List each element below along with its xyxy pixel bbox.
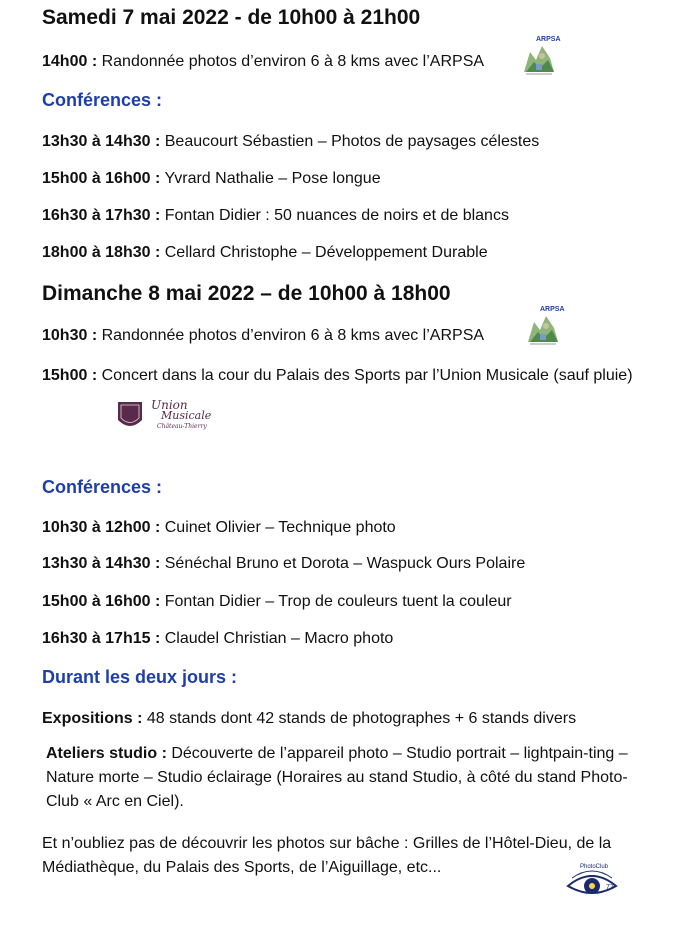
sunday-conference-item xyxy=(42,627,393,651)
conference-text: Claudel Christian – Macro photo xyxy=(160,630,394,647)
ateliers-text: Découverte de l’appareil photo – Studio portrait – lightpain-ting – Nature morte – Studio éclairage (Horaires au stand Studio, à côté du stand Photo-Club « Arc en Ciel). xyxy=(46,745,628,810)
expositions-line xyxy=(42,707,576,731)
conference-time: 10h30 à 12h00 : xyxy=(42,519,161,536)
arpsa-logo xyxy=(522,36,561,76)
conference-time: 15h00 à 16h00 : xyxy=(42,593,161,610)
sunday-walk-text: Randonnée photos d’environ 6 à 8 kms avec l’ARPSA xyxy=(97,327,485,344)
concert-text: Concert dans la cour du Palais des Sports par l’Union Musicale (sauf pluie) xyxy=(97,367,633,384)
arpsa-logo-text: ARPSA xyxy=(536,36,561,43)
conference-text: Sénéchal Bruno et Dorota – Waspuck Ours Polaire xyxy=(160,555,526,572)
saturday-conferences-heading: Conférences : xyxy=(42,90,163,110)
conference-time: 13h30 à 14h30 : xyxy=(42,133,161,150)
saturday-heading: Samedi 7 mai 2022 - de 10h00 à 21h00 xyxy=(42,6,421,29)
sunday-concert xyxy=(42,364,652,388)
union-musicale-logo xyxy=(117,398,217,434)
both-days-heading: Durant les deux jours : xyxy=(42,667,238,687)
conference-text: Cuinet Olivier – Technique photo xyxy=(160,519,396,536)
concert-time: 15h00 : xyxy=(42,367,98,384)
sunday-walk xyxy=(42,324,484,348)
expositions-text: 48 stands dont 42 stands de photographes + 6 stands divers xyxy=(142,710,577,727)
saturday-conference-item xyxy=(42,241,488,265)
union-logo-line1: Union xyxy=(151,398,188,412)
expositions-label: Expositions : xyxy=(42,710,143,727)
union-logo-line3: Château-Thierry xyxy=(157,423,207,430)
sunday-walk-time: 10h30 : xyxy=(42,327,98,344)
saturday-conference-item xyxy=(42,167,381,191)
ateliers-paragraph xyxy=(46,742,646,814)
sunday-conference-item xyxy=(42,552,525,576)
saturday-walk-time: 14h00 : xyxy=(42,53,98,70)
conference-text: Fontan Didier – Trop de couleurs tuent la couleur xyxy=(160,593,512,610)
conference-time: 18h00 à 18h30 : xyxy=(42,244,161,261)
saturday-walk-text: Randonnée photos d’environ 6 à 8 kms avec l’ARPSA xyxy=(97,53,485,70)
conference-text: Beaucourt Sébastien – Photos de paysages célestes xyxy=(160,133,540,150)
conference-time: 16h30 à 17h15 : xyxy=(42,630,161,647)
union-logo-line2: Musicale xyxy=(161,409,212,422)
conference-time: 13h30 à 14h30 : xyxy=(42,555,161,572)
arpsa-logo-text: ARPSA xyxy=(540,306,565,313)
conference-time: 15h00 à 16h00 : xyxy=(42,170,161,187)
ateliers-label: Ateliers studio : xyxy=(46,745,167,762)
conference-text: Fontan Didier : 50 nuances de noirs et de blancs xyxy=(160,207,509,224)
closing-paragraph: Et n’oubliez pas de découvrir les photos sur bâche : Grilles de l’Hôtel-Dieu, de la Médiathèque, du Palais des Sports, de l’Aiguillage, etc... xyxy=(42,835,612,876)
photo-club-logo-number: 77 xyxy=(606,884,614,891)
photo-club-logo xyxy=(562,864,622,900)
sunday-conferences-heading: Conférences : xyxy=(42,477,163,497)
sunday-conference-item xyxy=(42,516,396,540)
photo-club-logo-text: PhotoClub xyxy=(580,864,609,870)
saturday-conference-item xyxy=(42,130,539,154)
conference-text: Yvrard Nathalie – Pose longue xyxy=(160,170,381,187)
conference-text: Cellard Christophe – Développement Durable xyxy=(160,244,488,261)
sunday-heading: Dimanche 8 mai 2022 – de 10h00 à 18h00 xyxy=(42,282,451,305)
arpsa-logo xyxy=(526,306,565,346)
conference-time: 16h30 à 17h30 : xyxy=(42,207,161,224)
sunday-conference-item xyxy=(42,590,512,614)
saturday-walk xyxy=(42,50,484,74)
saturday-conference-item xyxy=(42,204,509,228)
